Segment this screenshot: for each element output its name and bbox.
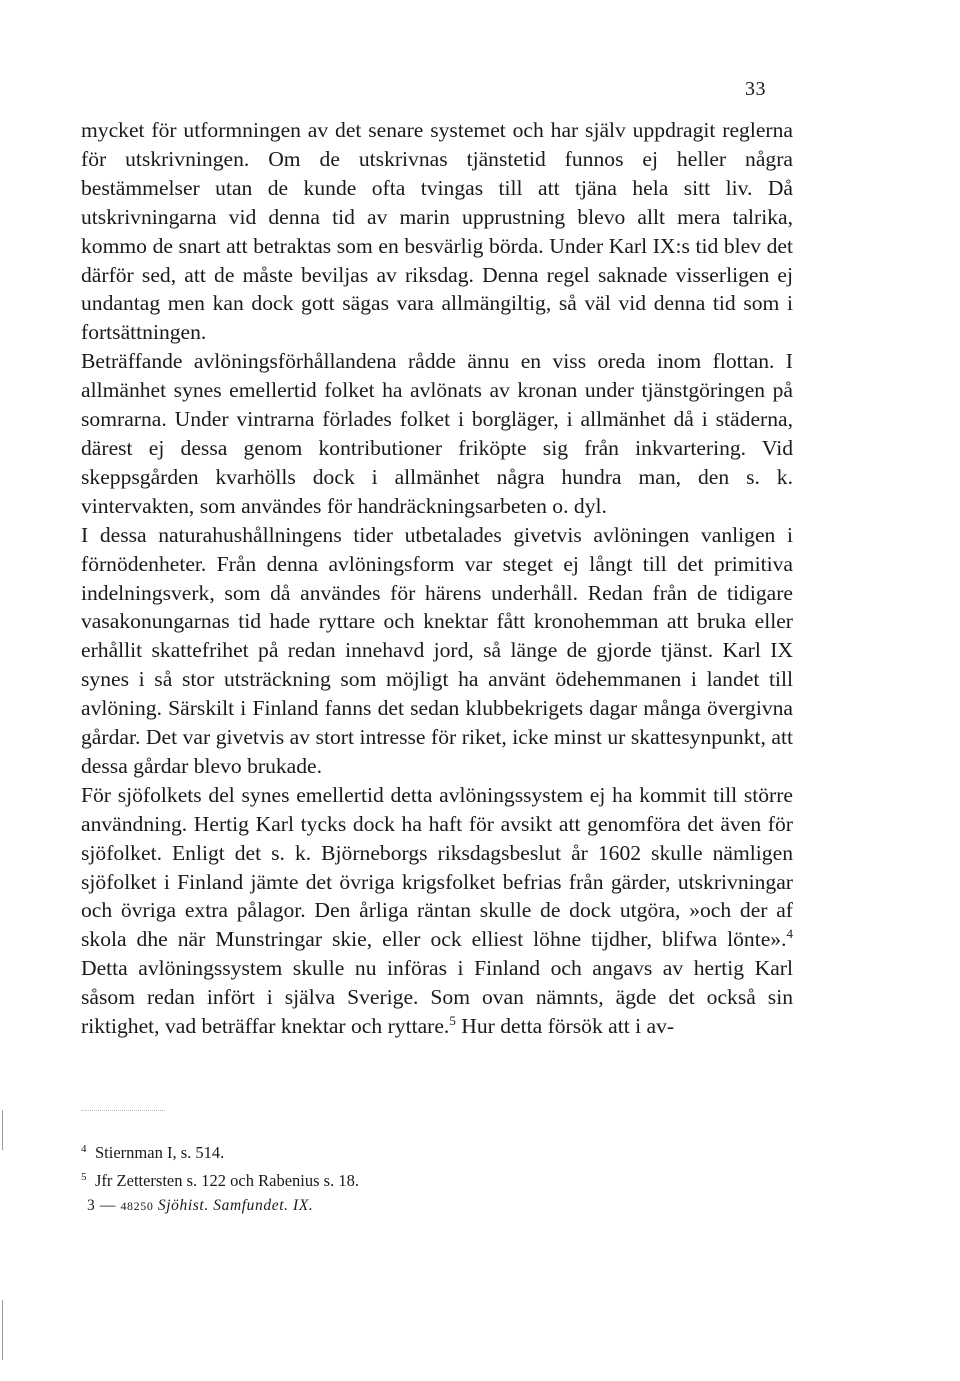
footnote-mark: 4: [81, 1143, 87, 1155]
footnote-mark: 5: [81, 1171, 87, 1183]
footnote-text: Stiernman I, s. 514.: [95, 1143, 225, 1162]
scan-edge-mark: [2, 1300, 3, 1360]
paragraph-4: [81, 781, 793, 1041]
paragraph-1: mycket för utformningen av det senare systemet och har själv uppdragit reglerna för utskrivningen. Om de utskrivnas tjänstetid funnos ej heller några bestämmelser utan de kunde ofta tvingas till att tjäna hela sitt liv. Då utskrivningarna vid denna tid av marin upprustning blevo allt mera talrika, kommo de snart att betraktas som en besvärlig börda. Under Karl IX:s tid blev det därför sed, att de måste beviljas av riksdag. Denna regel saknade visserligen ej undantag men kan dock gott sägas vara allmängiltig, så väl vid denna tid som i fortsättningen.: [81, 118, 793, 345]
paragraph-4-part-3: Hur detta försök att i av-: [455, 1014, 675, 1039]
scan-edge-mark: [2, 1110, 3, 1150]
signature-title: Sjöhist. Samfundet. IX.: [157, 1197, 314, 1214]
paragraph-3: I dessa naturahushållningens tider utbetalades givetvis avlöningen vanligen i förnödenheter. Från denna avlöningsform var steget ej långt till det primitiva indelningsverk, som då användes för härens underhåll. Redan från de tidigare vasakonungarnas tid hade ryttare och knektar fått kronohemman att bruka eller erhållit skattefrihet på redan innehavd jord, så länge de gjorde tjänst. Karl IX synes i så stor utsträckning som möjligt ha använt ödehemmanen i landet till avlöning. Särskilt i Finland fanns det sedan klubbekrigets dagar många övergivna gårdar. Det var givetvis av stort intresse för riket, icke minst ur skattesynpunkt, att dessa gårdar blevo brukade.: [81, 522, 793, 778]
footnote-5: [81, 1168, 581, 1196]
paragraph-4-part-1: För sjöfolkets del synes emellertid detta avlöningssystem ej ha kommit till större användning. Hertig Karl tycks dock ha haft för avsikt att genomföra det även för sjöfolket. Enligt det s. k. Björneborgs riksdagsbeslut år 1602 skulle nämligen sjöfolket i Finland jämte det övriga krigsfolket befrias från gärder, utskrivningar och övriga extra pålagor. Den årliga räntan skulle de dock utgöra, »och der af skola dhe när Munstringar skie, eller ock elliest löhne tijdher, blifwa lönte».: [81, 782, 793, 952]
footnote-divider: [81, 1110, 165, 1111]
paragraph-4-part-2: Detta avlöningssystem skulle nu införas i Finland och angavs av hertig Karl såsom redan infört i själva Sverige. Som ovan nämnts, ägde det också sin riktighet, vad beträffar knektar och ryttare.: [81, 956, 793, 1039]
footnotes: [81, 1140, 581, 1196]
footnote-ref-4[interactable]: 4: [786, 926, 793, 942]
footnote-ref-5[interactable]: 5: [449, 1013, 456, 1029]
signature-dash: —: [99, 1197, 116, 1214]
paragraph-2: Beträffande avlöningsförhållandena rådde ännu en viss oreda inom flottan. I allmänhet synes emellertid folket ha avlönats av kronan under tjänstgöringen på somrarna. Under vintrarna förlades folket i borgläger, i allmänhet då i städerna, därest ej dessa genom kontributioner friköpte sig från inkvartering. Vid skeppsgården kvarhölls dock i allmänhet några hundra man, den s. k. vintervakten, som användes för handräckningsarbeten o. dyl.: [81, 349, 793, 518]
printer-signature: [87, 1197, 313, 1215]
footnote-4: [81, 1140, 581, 1168]
page-number: 33: [745, 78, 766, 100]
signature-sheet-number: 3: [87, 1197, 96, 1214]
signature-code: 48250: [120, 1199, 154, 1213]
body-text: [81, 116, 793, 1041]
footnote-text: Jfr Zettersten s. 122 och Rabenius s. 18.: [95, 1171, 359, 1190]
